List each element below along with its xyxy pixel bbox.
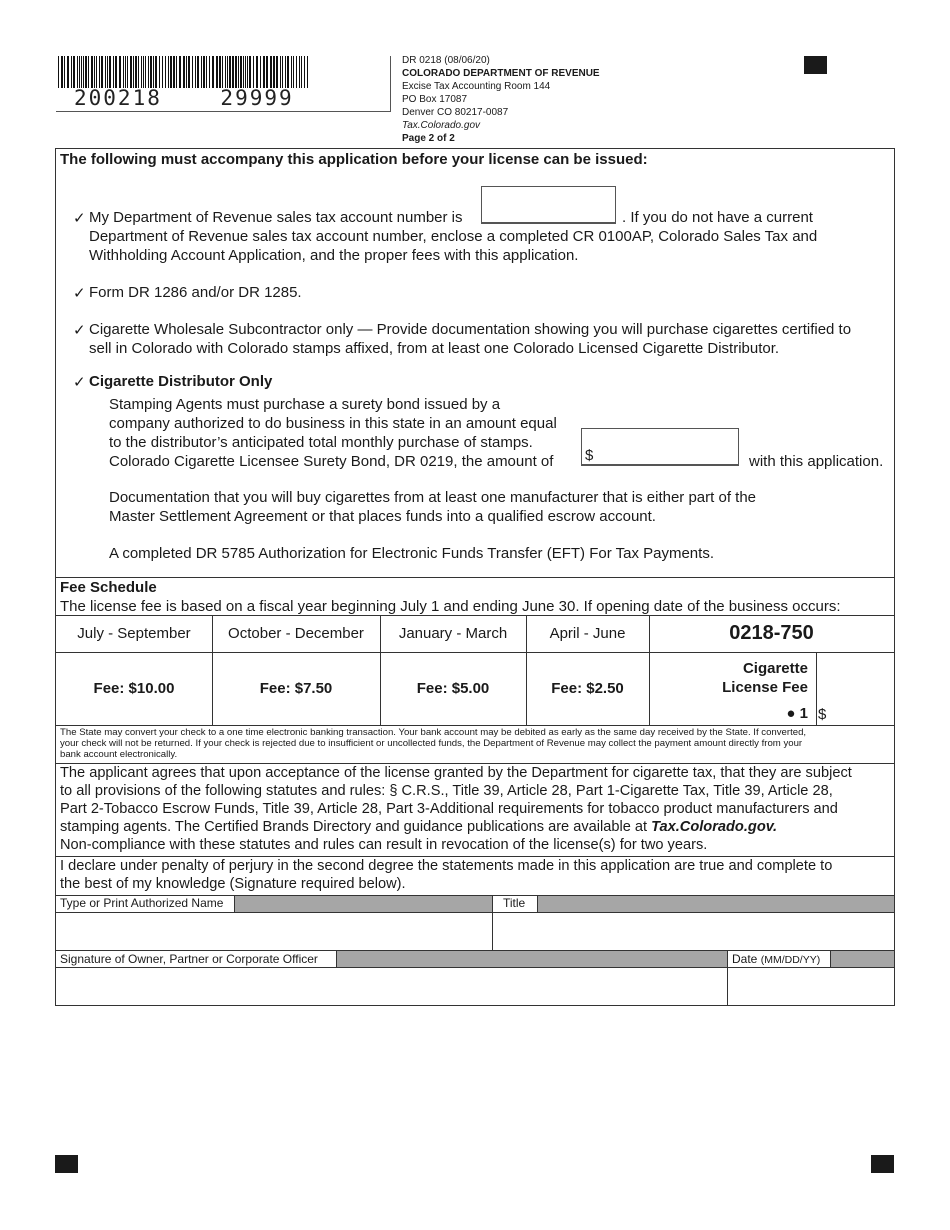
- address-line-3: Denver CO 80217-0087: [402, 107, 509, 118]
- period-july-september: July - September: [77, 625, 191, 642]
- date-label-text: Date: [732, 952, 758, 966]
- form-code: 0218-750: [729, 622, 814, 644]
- agreement-line-5: Non-compliance with these statutes and rules can result in revocation of the license(s) for two years.: [60, 837, 708, 853]
- registration-mark-bottom-left: [55, 1155, 78, 1173]
- page-number: Page 2 of 2: [402, 133, 455, 144]
- license-fee-dollar-sign: $: [818, 706, 827, 723]
- account-number-input[interactable]: [481, 186, 616, 224]
- eft-notice-line-3: bank account electronically.: [60, 749, 178, 760]
- barcode-underline: [56, 111, 390, 112]
- fee-january-march: Fee: $5.00: [416, 680, 490, 697]
- line-number-marker: ● 1: [786, 705, 808, 722]
- form-number: DR 0218 (08/06/20): [402, 55, 490, 66]
- fee-schedule-heading: Fee Schedule: [60, 579, 157, 596]
- distributor-heading: Cigarette Distributor Only: [89, 373, 273, 390]
- documentation-line-1: Documentation that you will buy cigarettes from at least one manufacturer that is either part of the: [109, 489, 756, 506]
- agreement-line-4: [60, 818, 777, 836]
- eft-notice-line-2: your check will not be returned. If your check is rejected due to insufficient or uncollected funds, the Department of Revenue may collect the payment amount directly from your: [60, 738, 803, 749]
- fee-schedule-description: The license fee is based on a fiscal year beginning July 1 and ending June 30. If opening date of the business occurs:: [60, 598, 841, 615]
- declaration-line-1: I declare under penalty of perjury in the second degree the statements made in this application are true and complete to: [60, 858, 833, 874]
- account-number-text-after: . If you do not have a current: [622, 209, 813, 226]
- eft-notice-line-1: The State may convert your check to a one time electronic banking transaction. Your bank account may be debited as early as the same day received by the State. If converted,: [60, 727, 807, 738]
- label-fill: [830, 951, 894, 967]
- fee-july-september: Fee: $10.00: [93, 680, 175, 697]
- bond-line-3: to the distributor’s anticipated total monthly purchase of stamps.: [109, 434, 533, 451]
- website: Tax.Colorado.gov: [402, 120, 481, 131]
- period-january-march: January - March: [398, 625, 508, 642]
- barcode: [58, 56, 310, 88]
- registration-mark-bottom-right: [871, 1155, 894, 1173]
- fee-october-december: Fee: $7.50: [259, 680, 333, 697]
- label-divider: [830, 951, 831, 967]
- declaration-line-2: the best of my knowledge (Signature required below).: [60, 876, 406, 892]
- account-number-text: My Department of Revenue sales tax account number is: [89, 209, 463, 226]
- documentation-line-2: Master Settlement Agreement or that places funds into a qualified escrow account.: [109, 508, 656, 525]
- date-field[interactable]: [728, 968, 894, 1005]
- address-line-1: Excise Tax Accounting Room 144: [402, 81, 551, 92]
- agreement-line-1: The applicant agrees that upon acceptance of the license granted by the Department for cigarette tax, that they are subject: [60, 765, 852, 781]
- label-fill: [336, 951, 727, 967]
- bond-line-2: company authorized to do business in this state in an amount equal: [109, 415, 557, 432]
- address-line-2: PO Box 17087: [402, 94, 468, 105]
- agreement-line-4-text: stamping agents. The Certified Brands Directory and guidance publications are available at: [60, 819, 648, 835]
- bond-line-1: Stamping Agents must purchase a surety bond issued by a: [109, 396, 501, 413]
- check-icon: ✓: [73, 322, 86, 339]
- date-label: [732, 952, 820, 966]
- authorized-name-label: Type or Print Authorized Name: [60, 896, 224, 910]
- bond-after-text: with this application.: [749, 453, 884, 470]
- bond-line-4: Colorado Cigarette Licensee Surety Bond, DR 0219, the amount of: [109, 453, 554, 470]
- authorized-name-field[interactable]: [56, 913, 492, 950]
- requirements-heading: The following must accompany this application before your license can be issued:: [60, 151, 648, 168]
- signature-label: Signature of Owner, Partner or Corporate Officer: [60, 952, 318, 966]
- agreement-line-2: to all provisions of the following statutes and rules: § C.R.S., Title 39, Article 28, Part 1-Cigarette Tax, Title 39, Article 28,: [60, 783, 833, 799]
- title-label: Title: [503, 896, 526, 910]
- divider: [56, 577, 894, 578]
- account-number-line-2: Department of Revenue sales tax account number, enclose a completed CR 0100AP, Colorado Sales Tax and: [89, 228, 818, 245]
- department-name: COLORADO DEPARTMENT OF REVENUE: [402, 68, 600, 79]
- registration-mark-top-right: [804, 56, 827, 74]
- label-divider: [234, 896, 235, 912]
- subcontractor-line-2: sell in Colorado with Colorado stamps affixed, from at least one Colorado Licensed Cigarette Distributor.: [89, 340, 780, 357]
- agreement-line-3: Part 2-Tobacco Escrow Funds, Title 39, Article 28, Part 3-Additional requirements for tobacco product manufacturers and: [60, 801, 838, 817]
- divider: [56, 725, 894, 726]
- application-form: [55, 148, 895, 1006]
- header-divider: [390, 56, 391, 112]
- eft-authorization-text: A completed DR 5785 Authorization for Electronic Funds Transfer (EFT) For Tax Payments.: [109, 545, 714, 562]
- license-fee-label-2: License Fee: [722, 679, 808, 696]
- form-info-block: [402, 54, 600, 145]
- check-icon: ✓: [73, 285, 86, 302]
- signature-field[interactable]: [56, 968, 727, 1005]
- license-fee-input[interactable]: [816, 652, 894, 725]
- label-divider: [537, 896, 538, 912]
- check-icon: ✓: [73, 374, 86, 391]
- period-april-june: April - June: [549, 625, 626, 642]
- period-october-december: October - December: [228, 625, 364, 642]
- label-fill: [537, 896, 894, 912]
- bond-dollar-sign: $: [585, 447, 594, 464]
- barcode-number: 200218 29999: [74, 86, 294, 110]
- label-divider: [336, 951, 337, 967]
- title-field[interactable]: [493, 913, 894, 950]
- tax-colorado-link[interactable]: Tax.Colorado.gov.: [651, 819, 778, 835]
- account-number-line-3: Withholding Account Application, and the proper fees with this application.: [89, 247, 579, 264]
- fee-april-june: Fee: $2.50: [551, 680, 624, 697]
- date-format-hint: (MM/DD/YY): [760, 954, 821, 966]
- subcontractor-line-1: Cigarette Wholesale Subcontractor only — Provide documentation showing you will purchase cigarettes certified to: [89, 321, 852, 338]
- license-fee-label-1: Cigarette: [742, 660, 808, 677]
- form-dr1286-text: Form DR 1286 and/or DR 1285.: [89, 284, 302, 301]
- bond-amount-input[interactable]: [581, 428, 739, 466]
- label-fill: [234, 896, 492, 912]
- check-icon: ✓: [73, 210, 86, 227]
